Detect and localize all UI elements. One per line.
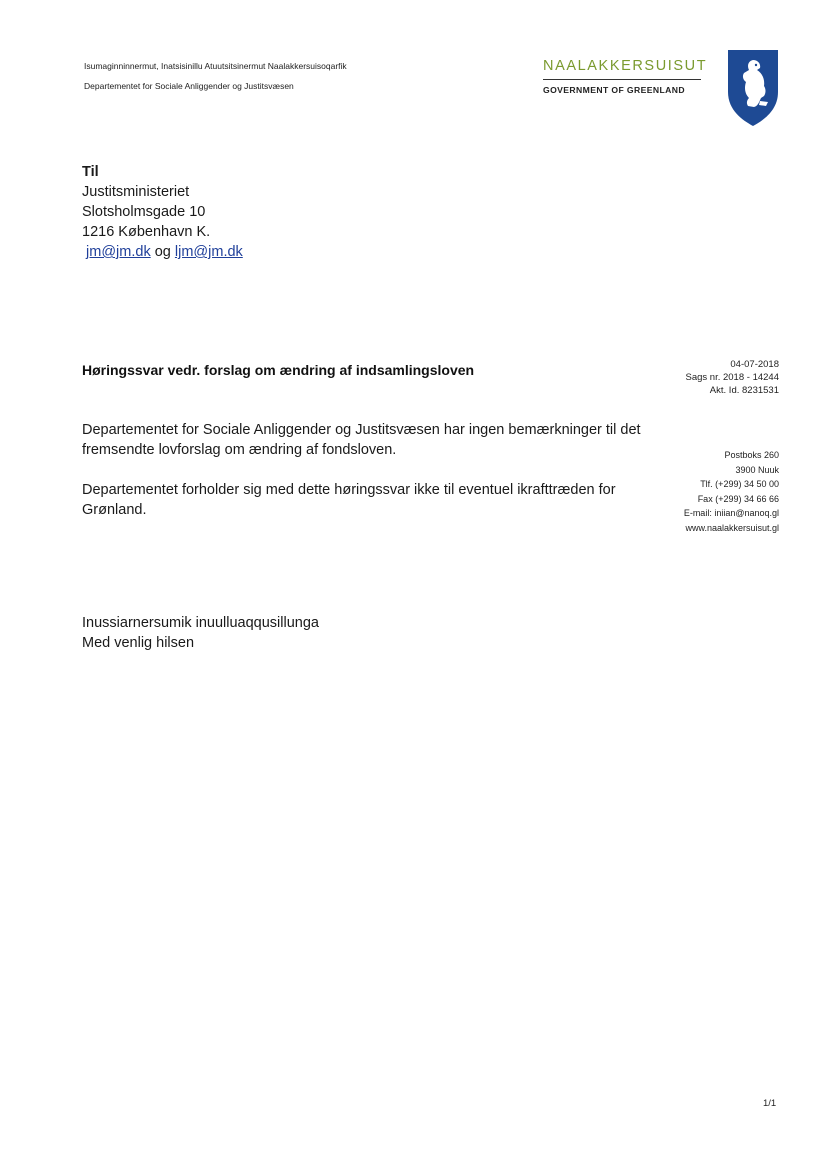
recipient-name: Justitsministeriet (82, 184, 190, 200)
body-paragraph-2 (82, 480, 642, 520)
contact-postbox: Postboks 260 (724, 450, 779, 460)
contact-city: 3900 Nuuk (735, 464, 779, 475)
email-link-jm[interactable]: jm@jm.dk (86, 244, 151, 260)
department-name-greenlandic: Isumaginninnermut, Inatsisinillu Atuutsitsinermut Naalakkersuisoqarfik (84, 61, 347, 71)
sender-contact (579, 448, 779, 535)
contact-fax: Fax (+299) 34 66 66 (697, 493, 779, 504)
brand-name: NAALAKKERSUISUT (543, 58, 708, 74)
paragraph-line: Departementet for Sociale Anliggender og Justitsvæsen har ingen bemærkninger til det (82, 422, 641, 438)
case-number: Sags nr. 2018 - 14244 (685, 372, 779, 383)
recipient-city: 1216 København K. (82, 224, 211, 240)
brand-subtitle: GOVERNMENT OF GREENLAND (543, 85, 685, 95)
signoff-greenlandic: Inussiarnersumik inuulluaqqusillunga (82, 615, 319, 631)
greenland-coat-of-arms-icon (724, 46, 782, 128)
signoff-danish: Med venlig hilsen (82, 635, 195, 651)
document-id: Akt. Id. 8231531 (709, 385, 779, 396)
signoff (82, 613, 319, 653)
paragraph-line: Departementet forholder sig med dette høringssvar ikke til eventuel ikrafttræden for (82, 482, 616, 498)
recipient-emails (82, 242, 243, 262)
paragraph-line: Grønland. (82, 502, 147, 518)
letter-date: 04-07-2018 (730, 359, 779, 370)
contact-email: E-mail: iniian@nanoq.gl (683, 508, 779, 518)
case-meta (579, 358, 779, 397)
page-number: 1/1 (763, 1098, 777, 1109)
contact-website: www.naalakkersuisut.gl (685, 522, 779, 533)
brand-divider (543, 79, 701, 80)
letter-subject: Høringssvar vedr. forslag om ændring af indsamlingsloven (82, 362, 475, 378)
department-name-danish: Departementet for Sociale Anliggender og Justitsvæsen (84, 81, 294, 91)
recipient-block (82, 162, 243, 262)
contact-phone: Tlf. (+299) 34 50 00 (700, 479, 779, 489)
email-conjunction: og (154, 244, 171, 260)
body-paragraph-1 (82, 420, 642, 460)
paragraph-line: fremsendte lovforslag om ændring af fondsloven. (82, 442, 397, 458)
email-link-ljm[interactable]: ljm@jm.dk (174, 244, 243, 260)
recipient-street: Slotsholmsgade 10 (82, 204, 206, 220)
recipient-label: Til (82, 164, 99, 180)
